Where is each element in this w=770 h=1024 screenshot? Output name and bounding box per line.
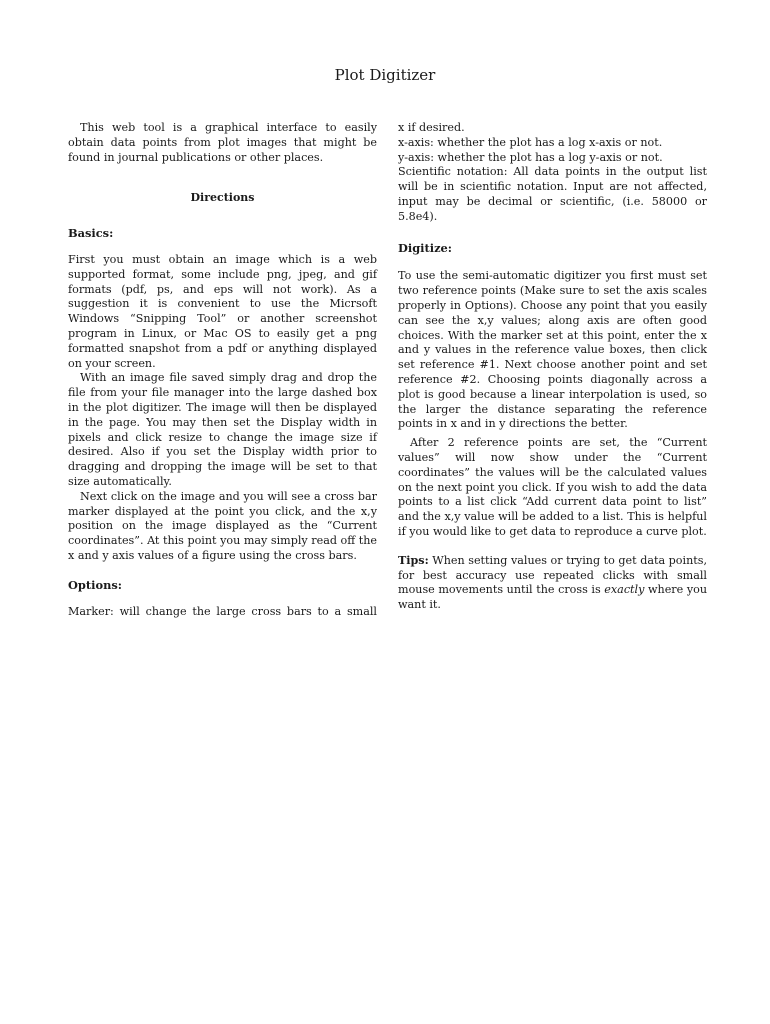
tips-text-before: When setting values or trying to get data points, for best accuracy use repeated clicks with small mouse movements until the cross is: [398, 553, 707, 597]
options-yaxis: y-axis: whether the plot has a log y-axis or not.: [398, 150, 663, 164]
digitize-paragraph-2: After 2 reference points are set, the “Current values” will now show under the “Current coordinates” the values will be the calculated values on the next point you click. If you wish to add the data points to a list click “Add current data point to list” and the x,y value will be added to a list. This is helpful if you would like to get data to reproduce a curve plot.: [398, 436, 707, 538]
directions-heading: Directions: [190, 191, 255, 205]
options-scientific: Scientific notation: All data points in the output list will be in scientific notation. Input are not affected, input may be decimal or scientific, (i.e. 58000 or 5.8e4).: [398, 165, 707, 223]
tips-paragraph: [398, 554, 707, 613]
page-title: Plot Digitizer: [334, 66, 436, 84]
right-column: [398, 121, 707, 613]
tips-label: Tips:: [398, 553, 429, 567]
digitize-heading: Digitize:: [398, 240, 453, 255]
basics-heading: Basics:: [68, 226, 114, 241]
tips-emphasis: exactly: [604, 583, 645, 597]
intro-paragraph: This web tool is a graphical interface to easily obtain data points from plot images that might be found in journal publications or other places.: [68, 121, 377, 164]
basics-paragraph-1: First you must obtain an image which is a web supported format, some include png, jpeg, and gif formats (pdf, ps, and eps will not work). As a suggestion it is convenient to use the Micrsoft Windows “Snipping Tool” or another screenshot program in Linux, or Mac OS to easily get a png formatted snapshot from a pdf or anything displayed on your screen.: [68, 252, 377, 370]
left-column: [68, 121, 377, 619]
options-heading: Options:: [68, 577, 122, 592]
options-marker-end: x if desired.: [398, 121, 465, 134]
options-xaxis: x-axis: whether the plot has a log x-axis or not.: [398, 135, 663, 149]
digitize-paragraph-1: To use the semi-automatic digitizer you first must set two reference points (Make sure to set the axis scales properly in Options). Choose any point that you easily can see the x,y values; along axis are often good choices. With the marker set at this point, enter the x and y values in the reference value boxes, then click set reference #1. Next choose another point and set reference #2. Choosing points diagonally across a plot is good because a linear interpolation is used, so the larger the distance separating the reference points in x and in y directions the better.: [398, 269, 707, 431]
basics-paragraph-2: With an image file saved simply drag and drop the file from your file manager into the large dashed box in the plot digitizer. The image will then be displayed in the page. You may then set the Display width in pixels and click resize to change the image size if desired. Also if you set the Display width prior to dragging and dropping the image will be set to that size automatically.: [68, 371, 377, 488]
basics-paragraph-3: Next click on the image and you will see a cross bar marker displayed at the point you click, and the x,y position on the image displayed as the “Current coordinates”. At this point you may simply read off the x and y axis values of a figure using the cross bars.: [68, 489, 377, 562]
tips-text-after: where you want it.: [398, 583, 708, 612]
options-marker-start: Marker: will change the large cross bars to a small: [68, 604, 377, 618]
